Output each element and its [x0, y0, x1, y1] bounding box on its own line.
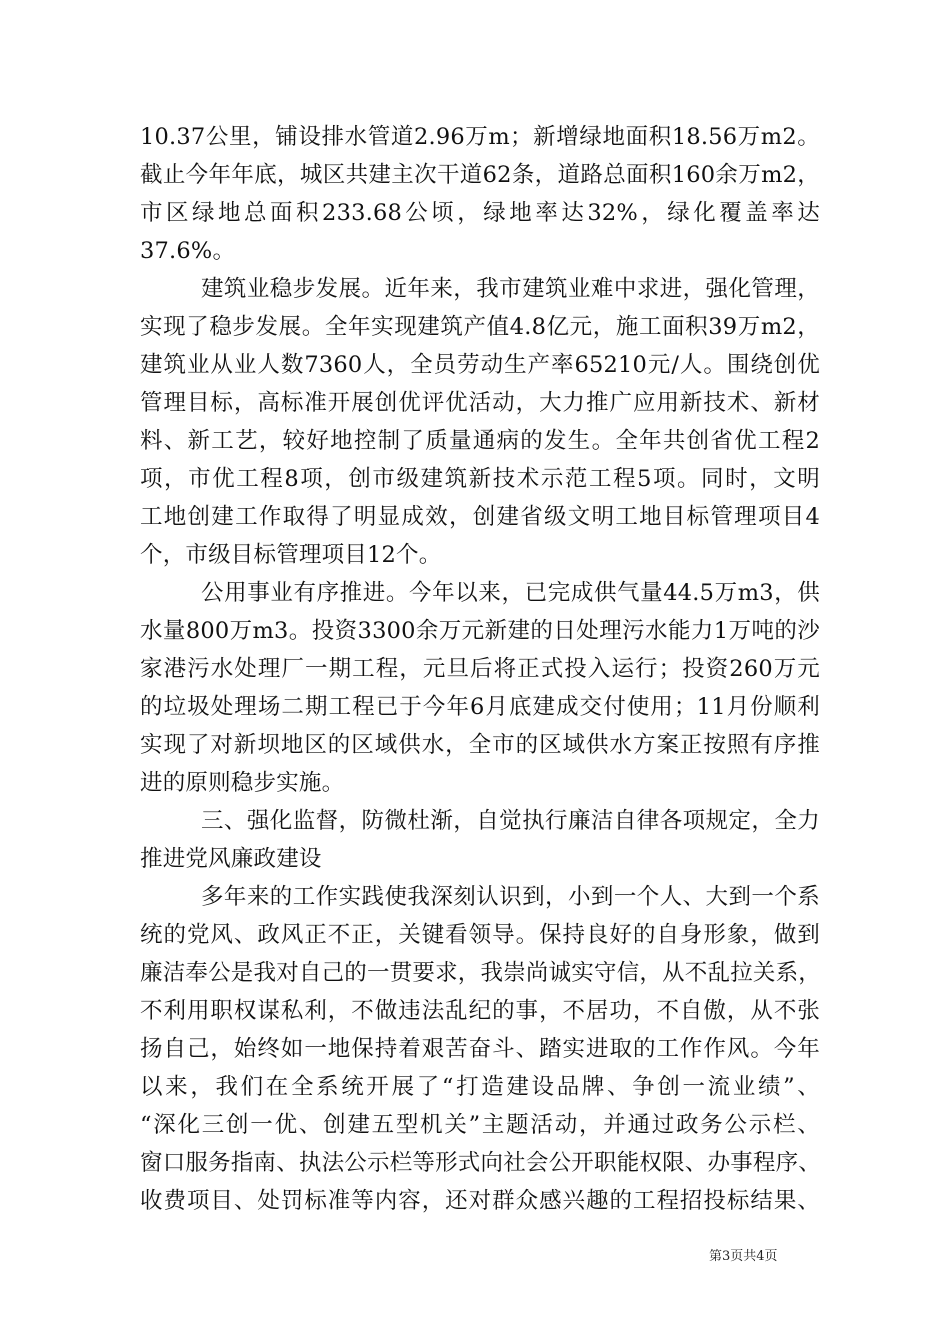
text-line: 以来，我们在全系统开展了“打造建设品牌、争创一流业绩”、: [140, 1074, 820, 1100]
text-line: 统的党风、政风正不正，关键看领导。保持良好的自身形象，做到: [140, 922, 820, 948]
text-line: 截止今年年底，城区共建主次干道62条，道路总面积160余万m2，: [140, 162, 820, 188]
text-line: 实现了稳步发展。全年实现建筑产值4.8亿元，施工面积39万m2，: [140, 314, 820, 340]
document-body: [140, 118, 820, 1220]
text-line: 工地创建工作取得了明显成效，创建省级文明工地目标管理项目4: [140, 504, 820, 530]
text-line: 市区绿地总面积233.68公顷，绿地率达32%，绿化覆盖率达: [140, 200, 820, 226]
text-line: 进的原则稳步实施。: [140, 770, 345, 796]
text-line: “深化三创一优、创建五型机关”主题活动，并通过政务公示栏、: [140, 1112, 820, 1138]
text-line: 家港污水处理厂一期工程，元旦后将正式投入运行；投资260万元: [140, 656, 820, 682]
text-line: 收费项目、处罚标准等内容，还对群众感兴趣的工程招投标结果、: [140, 1188, 820, 1214]
text-line: 三、强化监督，防微杜渐，自觉执行廉洁自律各项规定，全力: [201, 808, 820, 834]
text-line: 10.37公里，铺设排水管道2.96万m；新增绿地面积18.56万m2。: [140, 124, 820, 150]
text-line: 建筑业从业人数7360人，全员劳动生产率65210元/人。围绕创优: [140, 352, 820, 378]
text-line: 的垃圾处理场二期工程已于今年6月底建成交付使用；11月份顺利: [140, 694, 820, 720]
text-line: 项，市优工程8项，创市级建筑新技术示范工程5项。同时，文明: [140, 466, 820, 492]
text-line: 窗口服务指南、执法公示栏等形式向社会公开职能权限、办事程序、: [140, 1150, 822, 1176]
text-line: 管理目标，高标准开展创优评优活动，大力推广应用新技术、新材: [140, 390, 820, 416]
text-line: 个，市级目标管理项目12个。: [140, 542, 442, 568]
text-line: 不利用职权谋私利，不做违法乱纪的事，不居功，不自傲，从不张: [140, 998, 820, 1024]
text-line: 扬自己，始终如一地保持着艰苦奋斗、踏实进取的工作作风。今年: [140, 1036, 820, 1062]
page-number: 第3页共4页: [709, 1249, 778, 1264]
text-line: 公用事业有序推进。今年以来，已完成供气量44.5万m3，供: [201, 580, 820, 606]
text-line: 实现了对新坝地区的区域供水，全市的区域供水方案正按照有序推: [140, 732, 820, 758]
text-line: 37.6%。: [140, 238, 236, 264]
text-line: 多年来的工作实践使我深刻认识到，小到一个人、大到一个系: [201, 884, 820, 910]
text-line: 建筑业稳步发展。近年来，我市建筑业难中求进，强化管理，: [201, 276, 820, 302]
text-line: 廉洁奉公是我对自己的一贯要求，我崇尚诚实守信，从不乱拉关系，: [140, 960, 822, 986]
text-line: 料、新工艺，较好地控制了质量通病的发生。全年共创省优工程2: [140, 428, 820, 454]
text-line: 水量800万m3。投资3300余万元新建的日处理污水能力1万吨的沙: [140, 618, 820, 644]
text-line: 推进党风廉政建设: [140, 846, 322, 872]
